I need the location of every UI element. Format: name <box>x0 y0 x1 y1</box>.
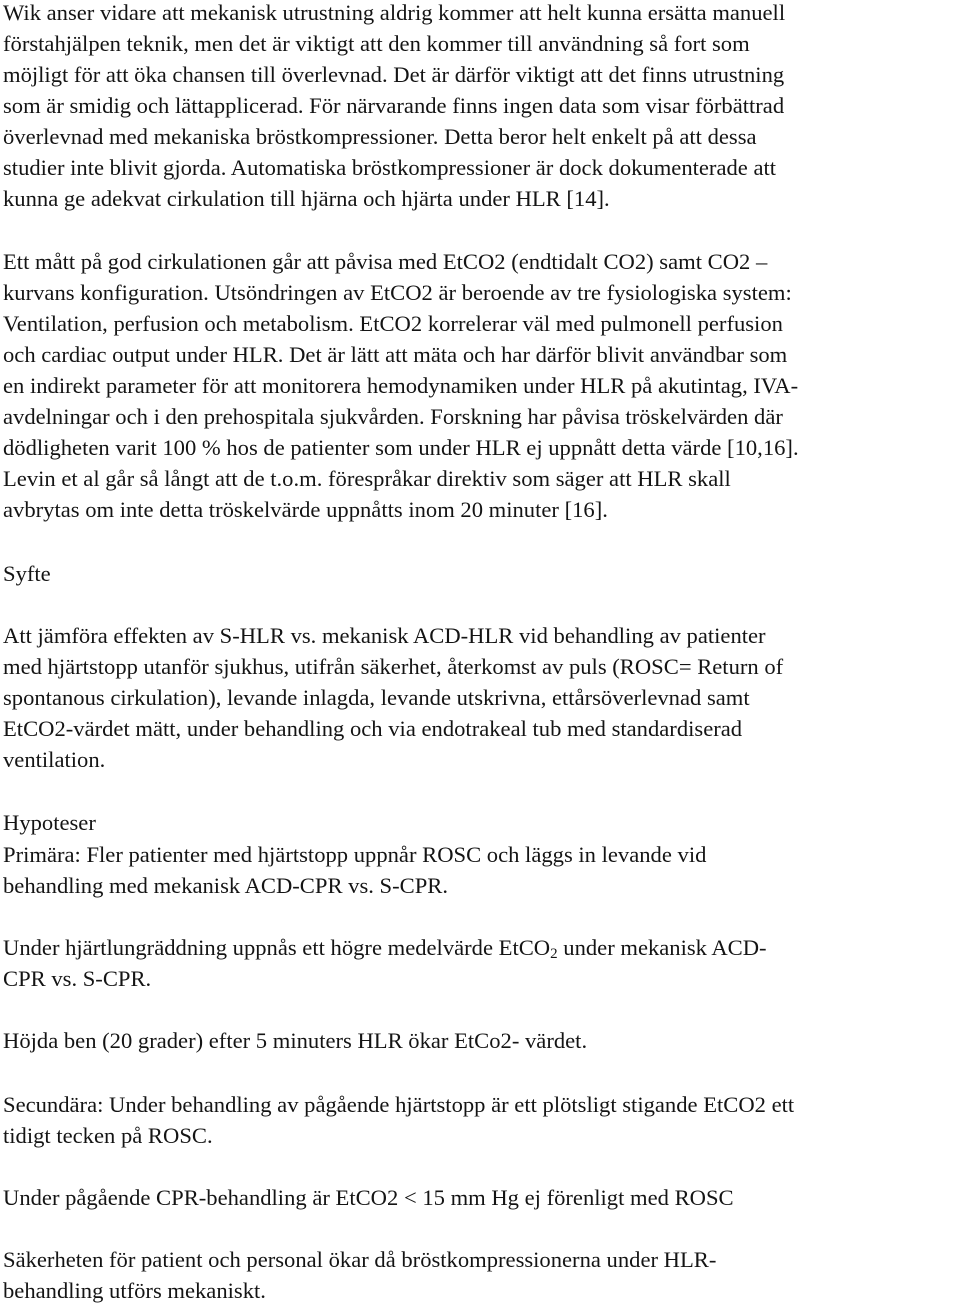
section-heading-syfte: Syfte <box>3 561 51 586</box>
paragraph-line: ventilation. <box>3 747 106 772</box>
paragraph-line: med hjärtstopp utanför sjukhus, utifrån säkerhet, återkomst av puls (ROSC= Return of <box>3 654 784 679</box>
paragraph-hojda-ben <box>3 1025 953 1056</box>
paragraph-pagaende <box>3 1182 953 1213</box>
paragraph-line: behandling utförs mekaniskt. <box>3 1278 266 1303</box>
paragraph-line: EtCO2-värdet mätt, under behandling och via endotrakeal tub med standardiserad <box>3 716 743 741</box>
paragraph-line: och cardiac output under HLR. Det är lätt att mäta och har därför blivit användbar som <box>3 342 788 367</box>
paragraph-line: en indirekt parameter för att monitorera hemodynamiken under HLR på akutintag, IVA- <box>3 373 799 398</box>
section-heading-hypoteser: Hypoteser <box>3 810 96 835</box>
paragraph-medelvarde <box>3 932 953 994</box>
paragraph-line: behandling med mekanisk ACD-CPR vs. S-CPR. <box>3 873 448 898</box>
paragraph-line: Wik anser vidare att mekanisk utrustning aldrig kommer att helt kunna ersätta manuell <box>3 0 786 25</box>
paragraph-intro <box>3 0 953 214</box>
paragraph-line: Primära: Fler patienter med hjärtstopp uppnår ROSC och läggs in levande vid <box>3 842 707 867</box>
paragraph-line: avbrytas om inte detta tröskelvärde uppnåtts inom 20 minuter [16]. <box>3 497 608 522</box>
paragraph-line: Att jämföra effekten av S-HLR vs. mekanisk ACD-HLR vid behandling av patienter <box>3 623 766 648</box>
paragraph-line: dödligheten varit 100 % hos de patienter som under HLR ej uppnått detta värde [10,16]. <box>3 435 799 460</box>
paragraph-line: Säkerheten för patient och personal ökar då bröstkompressionerna under HLR- <box>3 1247 717 1272</box>
paragraph-line: CPR vs. S-CPR. <box>3 966 152 991</box>
paragraph-line: avdelningar och i den prehospitala sjukvården. Forskning har påvisa tröskelvärden där <box>3 404 783 429</box>
paragraph-syfte <box>3 620 953 775</box>
paragraph-line <box>3 932 953 963</box>
paragraph-line: möjligt för att öka chansen till överlevnad. Det är därför viktigt att det finns utrustning <box>3 62 785 87</box>
paragraph-line: Ett mått på god cirkulationen går att påvisa med EtCO2 (endtidalt CO2) samt CO2 – <box>3 249 768 274</box>
paragraph-line: kunna ge adekvat cirkulation till hjärna och hjärta under HLR [14]. <box>3 186 610 211</box>
paragraph-line: överlevnad med mekaniska bröstkompressioner. Detta beror helt enkelt på att dessa <box>3 124 757 149</box>
paragraph-line: Under pågående CPR-behandling är EtCO2 < 15 mm Hg ej förenligt med ROSC <box>3 1185 734 1210</box>
subscript-2: 2 <box>550 946 558 962</box>
paragraph-sakerhet <box>3 1244 953 1306</box>
paragraph-line: kurvans konfiguration. Utsöndringen av EtCO2 är beroende av tre fysiologiska system: <box>3 280 792 305</box>
paragraph-line: Levin et al går så långt att de t.o.m. förespråkar direktiv som säger att HLR skall <box>3 466 731 491</box>
paragraph-line: Secundära: Under behandling av pågående hjärtstopp är ett plötsligt stigande EtCO2 ett <box>3 1092 795 1117</box>
paragraph-line: Ventilation, perfusion och metabolism. EtCO2 korrelerar väl med pulmonell perfusion <box>3 311 783 336</box>
text-before-subscript: Under hjärtlungräddning uppnås ett högre medelvärde EtCO <box>3 935 551 960</box>
paragraph-primara <box>3 839 953 901</box>
paragraph-line: som är smidig och lättapplicerad. För närvarande finns ingen data som visar förbättrad <box>3 93 785 118</box>
paragraph-line: studier inte blivit gjorda. Automatiska bröstkompressioner är dock dokumenterade att <box>3 155 777 180</box>
paragraph-line: förstahjälpen teknik, men det är viktigt att den kommer till användning så fort som <box>3 31 750 56</box>
paragraph-line: spontanous cirkulation), levande inlagda, levande utskrivna, ettårsöverlevnad samt <box>3 685 750 710</box>
text-after-subscript: under mekanisk ACD- <box>557 935 767 960</box>
paragraph-line: Höjda ben (20 grader) efter 5 minuters HLR ökar EtCo2- värdet. <box>3 1028 588 1053</box>
paragraph-etco2 <box>3 246 953 525</box>
paragraph-line: tidigt tecken på ROSC. <box>3 1123 213 1148</box>
paragraph-sekundara <box>3 1089 953 1151</box>
